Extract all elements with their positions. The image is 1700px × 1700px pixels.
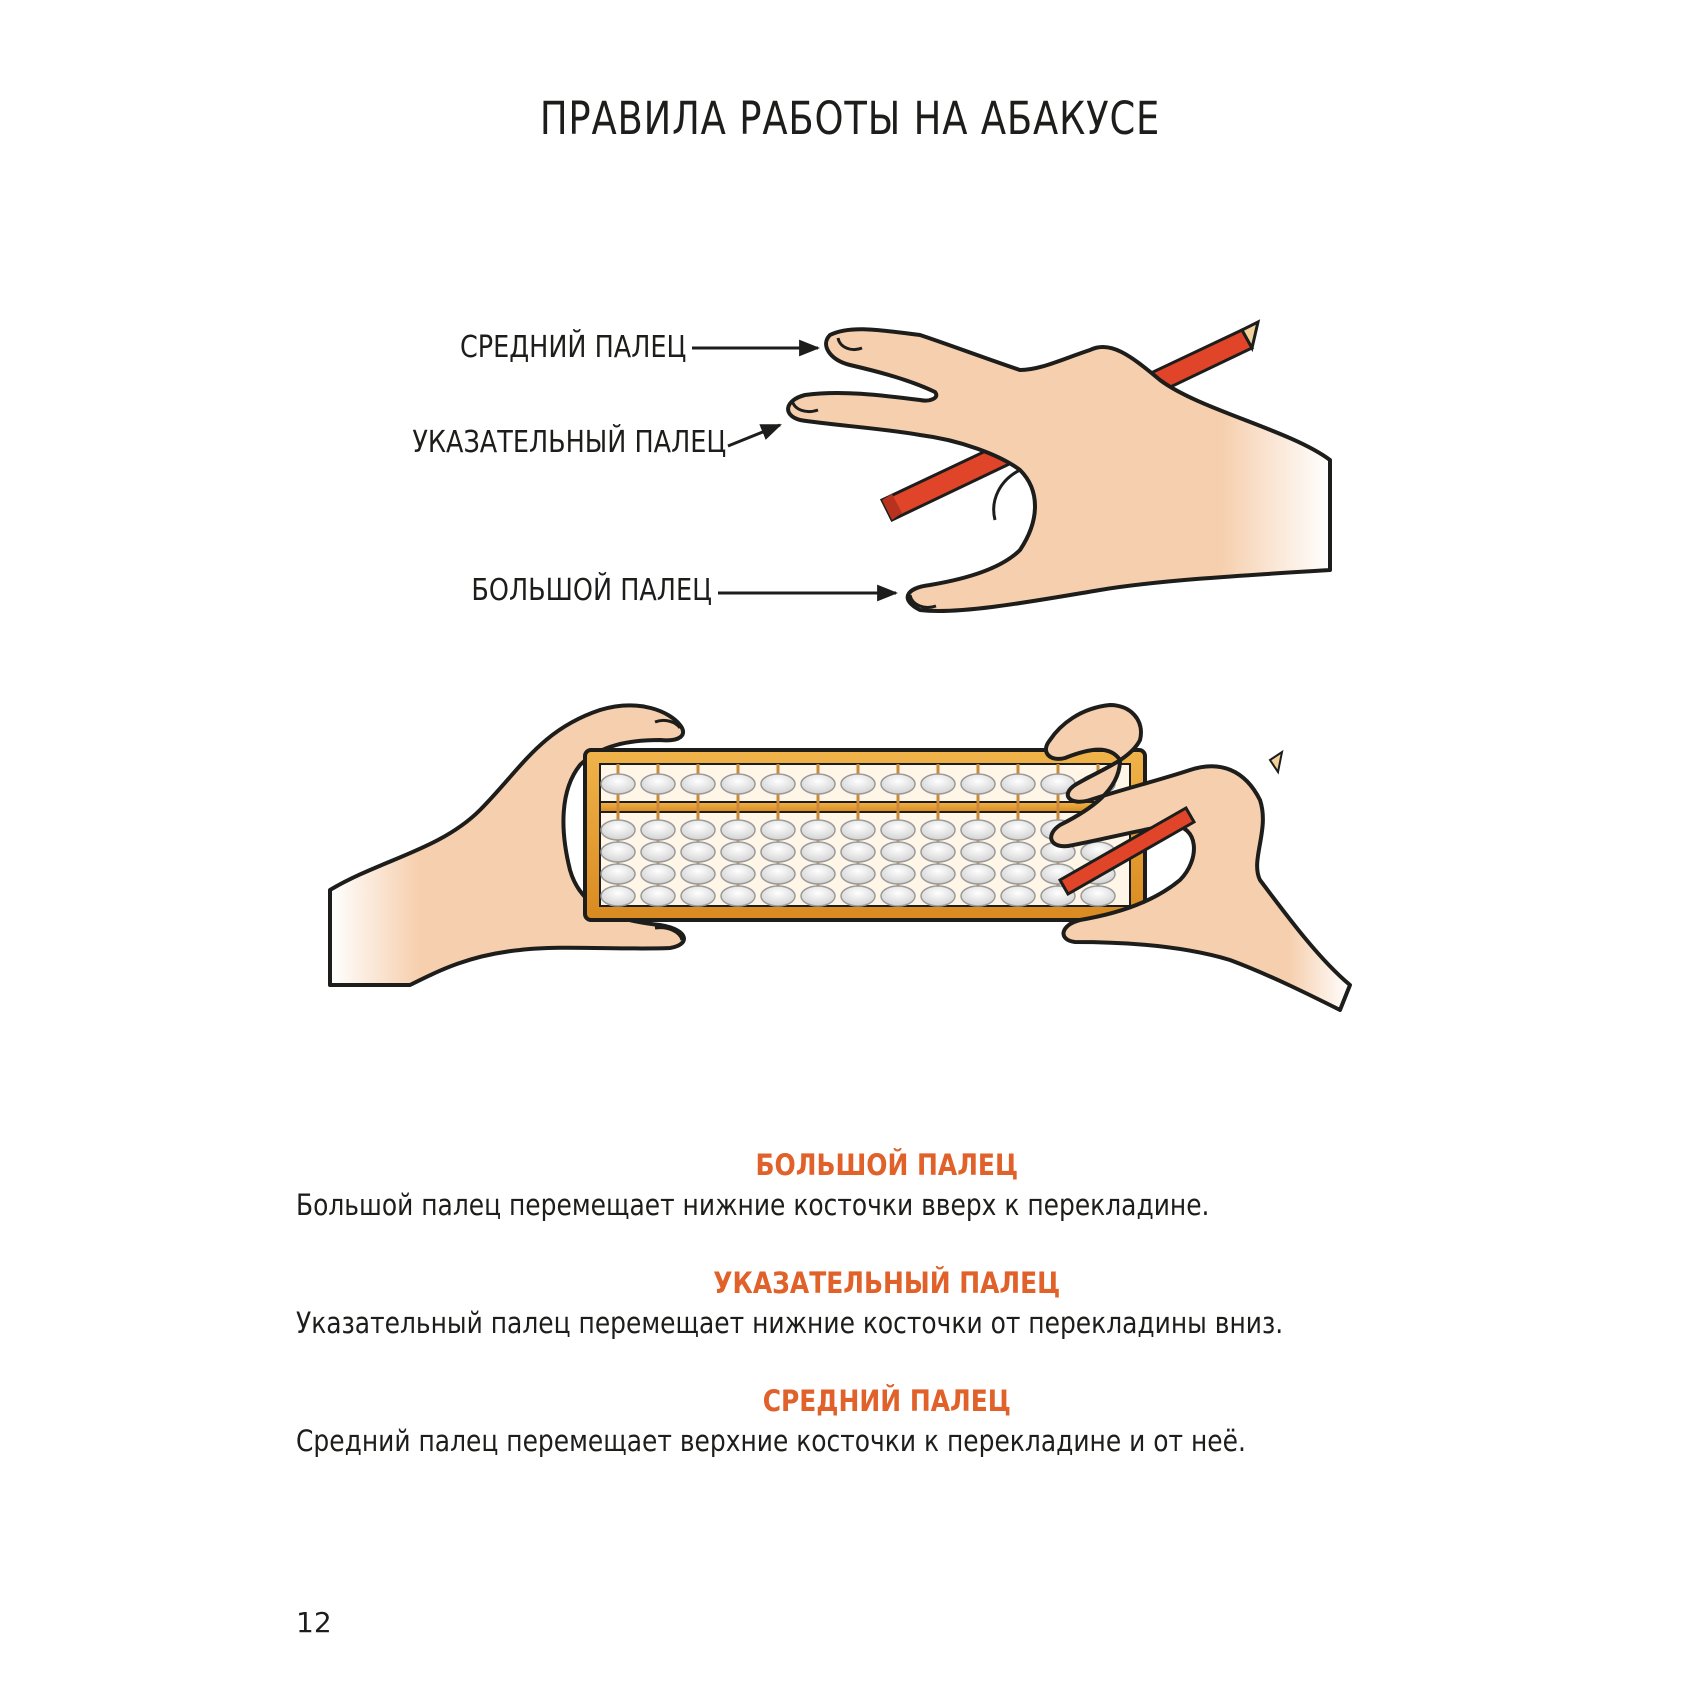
abacus-bead bbox=[641, 820, 675, 840]
abacus-bead bbox=[841, 842, 875, 862]
rule-index-finger bbox=[296, 1266, 1426, 1340]
rule-middle-finger bbox=[296, 1384, 1426, 1458]
abacus-bead bbox=[801, 774, 835, 794]
abacus-bead bbox=[681, 820, 715, 840]
abacus-bead bbox=[921, 842, 955, 862]
abacus-bead bbox=[761, 886, 795, 906]
page-number: 12 bbox=[296, 1606, 332, 1639]
index-finger-label: УКАЗАТЕЛЬНЫЙ ПАЛЕЦ bbox=[412, 425, 726, 460]
abacus-bead bbox=[961, 774, 995, 794]
abacus-bead bbox=[961, 842, 995, 862]
abacus-bead bbox=[721, 842, 755, 862]
abacus-bead bbox=[601, 886, 635, 906]
abacus-bead bbox=[881, 864, 915, 884]
hand-top-icon bbox=[788, 329, 1330, 611]
abacus-bead bbox=[601, 842, 635, 862]
abacus-bead bbox=[801, 864, 835, 884]
abacus-bead bbox=[641, 774, 675, 794]
abacus-bead bbox=[1081, 886, 1115, 906]
abacus-bead bbox=[801, 820, 835, 840]
abacus-bead bbox=[881, 820, 915, 840]
abacus-bead bbox=[841, 864, 875, 884]
abacus-bead bbox=[601, 774, 635, 794]
abacus-bead bbox=[921, 864, 955, 884]
abacus-bead bbox=[841, 886, 875, 906]
rule-text: Указательный палец перемещает нижние косточки от перекладины вниз. bbox=[296, 1306, 1284, 1340]
abacus-bead bbox=[641, 842, 675, 862]
abacus-bead bbox=[721, 886, 755, 906]
abacus-bead bbox=[921, 820, 955, 840]
abacus-bead bbox=[681, 774, 715, 794]
abacus-bead bbox=[881, 774, 915, 794]
abacus-bead bbox=[841, 774, 875, 794]
abacus-bead bbox=[761, 820, 795, 840]
finger-rules bbox=[296, 1148, 1426, 1502]
abacus-bead bbox=[841, 820, 875, 840]
abacus-bead bbox=[761, 774, 795, 794]
abacus-bead bbox=[721, 820, 755, 840]
abacus-bead bbox=[681, 864, 715, 884]
abacus-bead bbox=[961, 864, 995, 884]
middle-finger-label: СРЕДНИЙ ПАЛЕЦ bbox=[459, 330, 686, 365]
rule-heading: УКАЗАТЕЛЬНЫЙ ПАЛЕЦ bbox=[713, 1266, 1061, 1300]
abacus-bead bbox=[601, 820, 635, 840]
abacus-bead bbox=[681, 842, 715, 862]
abacus-bead bbox=[761, 842, 795, 862]
rule-thumb bbox=[296, 1148, 1426, 1222]
abacus-bead bbox=[921, 886, 955, 906]
abacus-bead bbox=[1001, 864, 1035, 884]
rule-heading: СРЕДНИЙ ПАЛЕЦ bbox=[762, 1384, 1011, 1418]
thumb-label: БОЛЬШОЙ ПАЛЕЦ bbox=[471, 573, 712, 608]
abacus-bead bbox=[921, 774, 955, 794]
abacus-bead bbox=[601, 864, 635, 884]
rule-text: Средний палец перемещает верхние косточки к перекладине и от неё. bbox=[296, 1424, 1246, 1458]
abacus-bead bbox=[1001, 820, 1035, 840]
index-finger-arrow bbox=[728, 425, 780, 446]
abacus-bead bbox=[881, 842, 915, 862]
abacus-bead bbox=[721, 864, 755, 884]
abacus-bead bbox=[801, 842, 835, 862]
abacus-bead bbox=[961, 820, 995, 840]
abacus-bead bbox=[801, 886, 835, 906]
abacus-bead bbox=[961, 886, 995, 906]
abacus-bead bbox=[641, 886, 675, 906]
abacus-bead bbox=[761, 864, 795, 884]
abacus-bead bbox=[1001, 886, 1035, 906]
rule-text: Большой палец перемещает нижние косточки вверх к перекладине. bbox=[296, 1188, 1210, 1222]
abacus-bead bbox=[721, 774, 755, 794]
abacus-bead bbox=[641, 864, 675, 884]
page-title: ПРАВИЛА РАБОТЫ НА АБАКУСЕ bbox=[539, 92, 1161, 145]
abacus-bead bbox=[681, 886, 715, 906]
abacus-bead bbox=[1001, 774, 1035, 794]
rule-heading: БОЛЬШОЙ ПАЛЕЦ bbox=[755, 1148, 1019, 1182]
abacus-bead bbox=[1001, 842, 1035, 862]
abacus-bead bbox=[881, 886, 915, 906]
